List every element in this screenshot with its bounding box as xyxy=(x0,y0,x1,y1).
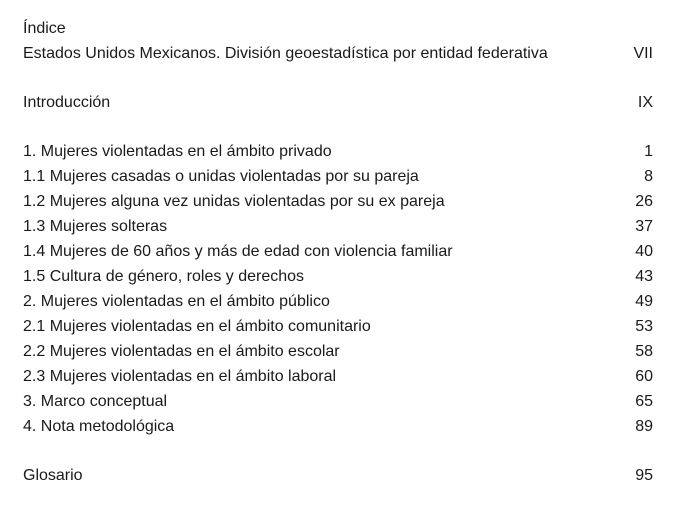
toc-entry[interactable] xyxy=(23,364,653,389)
toc-entry[interactable] xyxy=(23,264,653,289)
toc-entry-page: 43 xyxy=(635,268,653,285)
toc-title: Índice xyxy=(23,20,66,37)
toc-entry-page: 89 xyxy=(635,418,653,435)
table-of-contents xyxy=(23,16,653,488)
toc-entry-glosario[interactable] xyxy=(23,463,653,488)
toc-entry-label: 1. Mujeres violentadas en el ámbito privado xyxy=(23,143,332,160)
toc-entry[interactable] xyxy=(23,314,653,339)
toc-entry[interactable] xyxy=(23,389,653,414)
toc-entry-label: Estados Unidos Mexicanos. División geoestadística por entidad federativa xyxy=(23,45,548,62)
toc-entry-page: 65 xyxy=(635,393,653,410)
toc-entry[interactable] xyxy=(23,289,653,314)
toc-entry-page: 95 xyxy=(635,467,653,484)
toc-entry-page: VII xyxy=(633,45,653,62)
toc-entry-page: 58 xyxy=(635,343,653,360)
toc-entry[interactable] xyxy=(23,414,653,439)
toc-entry-label: 1.1 Mujeres casadas o unidas violentadas por su pareja xyxy=(23,168,419,185)
toc-entry[interactable] xyxy=(23,239,653,264)
toc-entry-label: 1.3 Mujeres solteras xyxy=(23,218,168,235)
toc-entry[interactable] xyxy=(23,189,653,214)
toc-entry-label: Glosario xyxy=(23,467,83,484)
toc-entry-label: 2.1 Mujeres violentadas en el ámbito comunitario xyxy=(23,318,371,335)
toc-entry-label: Introducción xyxy=(23,94,111,111)
toc-entry[interactable] xyxy=(23,214,653,239)
toc-entry-page: 40 xyxy=(635,243,653,260)
toc-entry-label: 2.2 Mujeres violentadas en el ámbito escolar xyxy=(23,343,340,360)
toc-entry-page: 8 xyxy=(644,168,653,185)
toc-entry-page: 49 xyxy=(635,293,653,310)
toc-entry-page: 37 xyxy=(635,218,653,235)
toc-entry-page: 26 xyxy=(635,193,653,210)
toc-entry-page: IX xyxy=(637,94,653,111)
toc-entry-label: 2.3 Mujeres violentadas en el ámbito laboral xyxy=(23,368,337,385)
toc-entry-map[interactable] xyxy=(23,41,653,66)
toc-entry-label: 1.4 Mujeres de 60 años y más de edad con violencia familiar xyxy=(23,243,453,260)
toc-entry-label: 1.2 Mujeres alguna vez unidas violentadas por su ex pareja xyxy=(23,193,445,210)
toc-entry-label: 3. Marco conceptual xyxy=(23,393,168,410)
toc-entry-page: 60 xyxy=(635,368,653,385)
toc-entry-label: 1.5 Cultura de género, roles y derechos xyxy=(23,268,305,285)
toc-entry[interactable] xyxy=(23,139,653,164)
toc-entry-label: 2. Mujeres violentadas en el ámbito público xyxy=(23,293,330,310)
toc-entry-label: 4. Nota metodológica xyxy=(23,418,175,435)
toc-entry-introduccion[interactable] xyxy=(23,90,653,115)
toc-entry-page: 1 xyxy=(644,143,653,160)
toc-entry-page: 53 xyxy=(635,318,653,335)
toc-entry[interactable] xyxy=(23,339,653,364)
toc-entry[interactable] xyxy=(23,164,653,189)
